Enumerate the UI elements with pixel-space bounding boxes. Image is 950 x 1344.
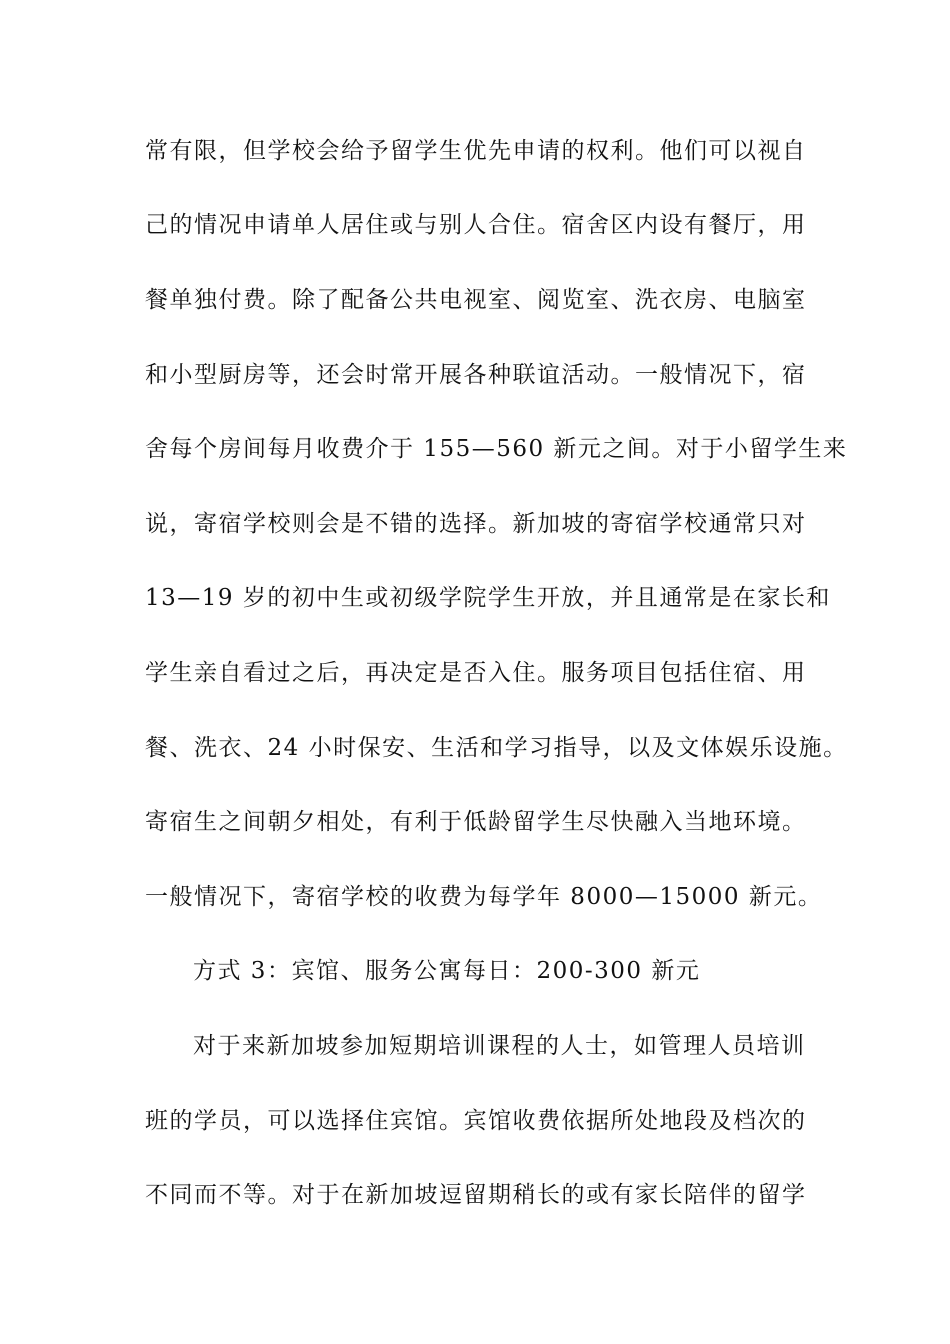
text-line-3: 餐单独付费。除了配备公共电视室、阅览室、洗衣房、电脑室 bbox=[145, 287, 807, 313]
text-line-9: 餐、洗衣、24 小时保安、生活和学习指导，以及文体娱乐设施。 bbox=[145, 735, 848, 761]
text-line-7: 13—19 岁的初中生或初级学院学生开放，并且通常是在家长和 bbox=[145, 585, 831, 611]
text-line-14: 班的学员，可以选择住宾馆。宾馆收费依据所处地段及档次的 bbox=[145, 1108, 807, 1134]
text-line-10: 寄宿生之间朝夕相处，有利于低龄留学生尽快融入当地环境。 bbox=[145, 809, 807, 835]
text-line-8: 学生亲自看过之后，再决定是否入住。服务项目包括住宿、用 bbox=[145, 660, 807, 686]
text-line-13: 对于来新加坡参加短期培训课程的人士，如管理人员培训 bbox=[193, 1033, 806, 1059]
text-line-1: 常有限，但学校会给予留学生优先申请的权利。他们可以视自 bbox=[145, 138, 807, 164]
text-line-11: 一般情况下，寄宿学校的收费为每学年 8000—15000 新元。 bbox=[145, 884, 823, 910]
section-heading-method-3: 方式 3：宾馆、服务公寓每日：200-300 新元 bbox=[193, 958, 701, 984]
text-line-2: 己的情况申请单人居住或与别人合住。宿舍区内设有餐厅，用 bbox=[145, 212, 807, 238]
text-line-4: 和小型厨房等，还会时常开展各种联谊活动。一般情况下，宿 bbox=[145, 362, 807, 388]
text-line-5: 舍每个房间每月收费介于 155—560 新元之间。对于小留学生来 bbox=[145, 436, 848, 462]
text-line-15: 不同而不等。对于在新加坡逗留期稍长的或有家长陪伴的留学 bbox=[145, 1182, 807, 1208]
text-line-6: 说，寄宿学校则会是不错的选择。新加坡的寄宿学校通常只对 bbox=[145, 511, 807, 537]
